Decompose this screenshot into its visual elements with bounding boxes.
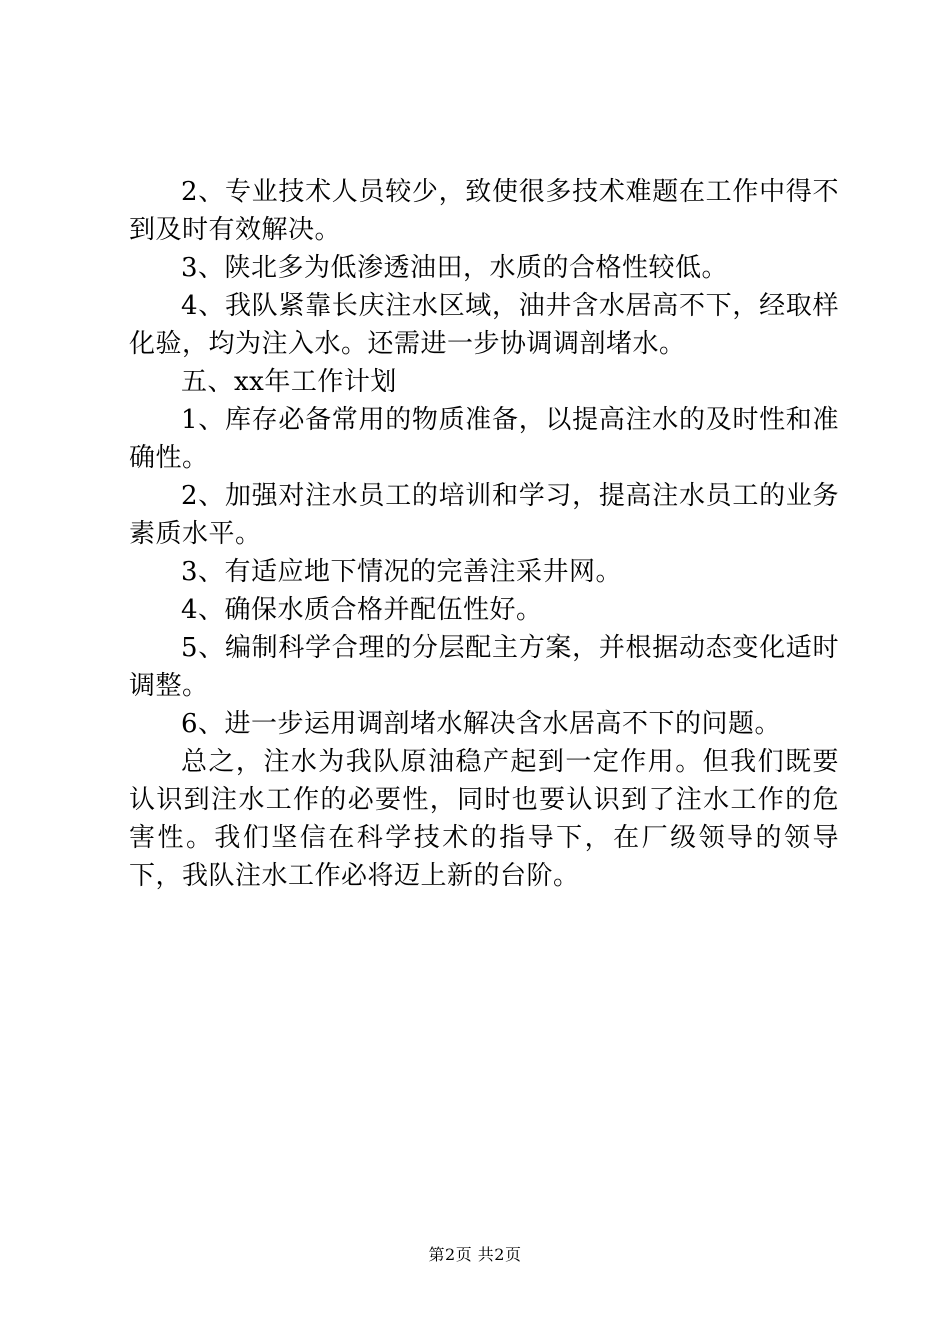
paragraph-shortage-technicians: 2、专业技术人员较少，致使很多技术难题在工作中得不到及时有效解决。	[129, 177, 839, 245]
paragraph-low-permeability: 3、陕北多为低渗透油田，水质的合格性较低。	[181, 253, 729, 283]
plan-item-3: 3、有适应地下情况的完善注采井网。	[181, 557, 623, 587]
section-heading-work-plan: 五、xx年工作计划	[181, 367, 397, 397]
plan-item-2: 2、加强对注水员工的培训和学习，提高注水员工的业务素质水平。	[129, 481, 839, 549]
document-body	[129, 173, 839, 895]
plan-item-4: 4、确保水质合格并配伍性好。	[181, 595, 543, 625]
plan-item-5: 5、编制科学合理的分层配主方案，并根据动态变化适时调整。	[129, 633, 839, 701]
paragraph-water-cut: 4、我队紧靠长庆注水区域，油井含水居高不下，经取样化验，均为注入水。还需进一步协调调剖堵水。	[129, 291, 839, 359]
plan-item-6: 6、进一步运用调剖堵水解决含水居高不下的问题。	[181, 709, 782, 739]
paragraph-conclusion: 总之，注水为我队原油稳产起到一定作用。但我们既要认识到注水工作的必要性，同时也要认识到了注水工作的危害性。我们坚信在科学技术的指导下，在厂级领导的领导下，我队注水工作必将迈上新的台阶。	[129, 747, 839, 891]
page-number-footer: 第2页 共2页	[428, 1245, 522, 1264]
plan-item-1: 1、库存必备常用的物质准备，以提高注水的及时性和准确性。	[129, 405, 839, 473]
